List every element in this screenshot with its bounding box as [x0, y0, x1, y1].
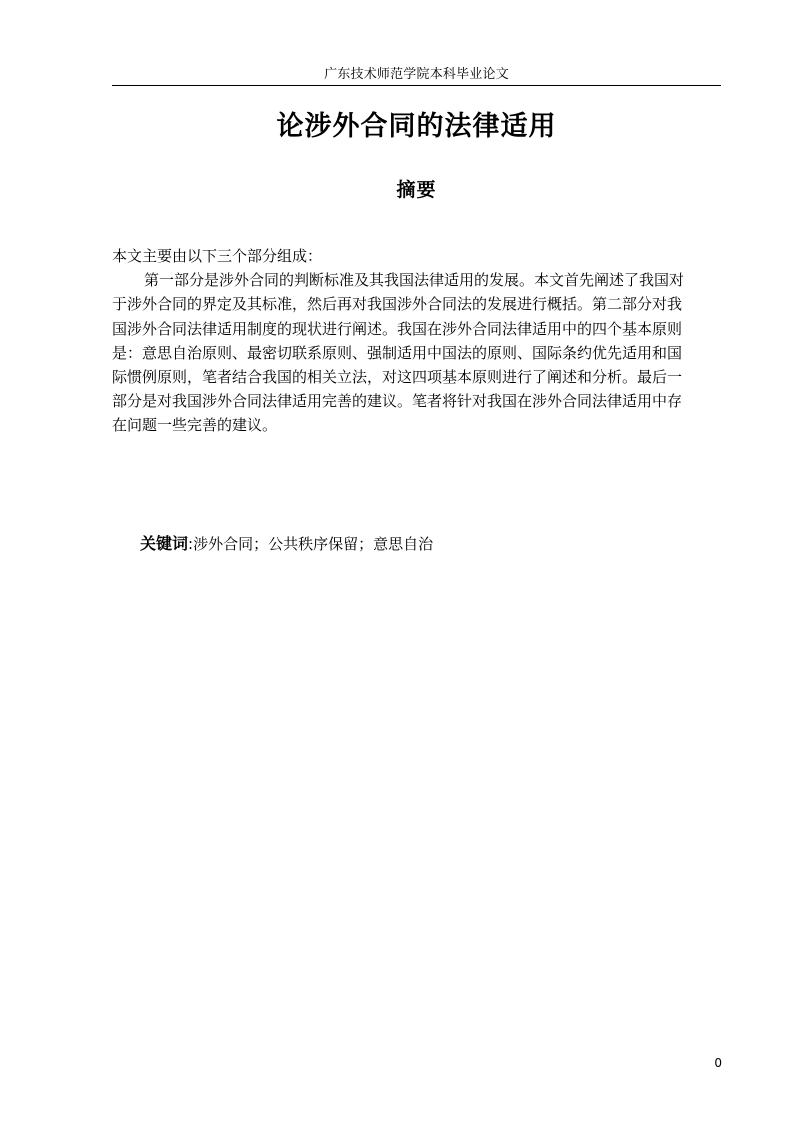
keywords-text: :涉外合同；公共秩序保留；意思自治: [188, 535, 434, 553]
abstract-heading: 摘要: [396, 179, 437, 201]
abstract-paragraph-line: 第一部分是涉外合同的判断标准及其我国法律适用的发展。本文首先阐述了我国对: [144, 271, 685, 290]
abstract-paragraph-line: 部分是对我国涉外合同法律适用完善的建议。笔者将针对我国在涉外合同法律适用中存: [112, 392, 683, 411]
abstract-paragraph-line: 在问题一些完善的建议。: [112, 416, 278, 435]
keywords-label: 关键词: [140, 534, 189, 553]
running-header: 广东技术师范学院本科毕业论文: [324, 67, 509, 82]
page-number: 0: [714, 1056, 722, 1070]
abstract-paragraph-line: 国涉外合同法律适用制度的现状进行阐述。我国在涉外合同法律适用中的四个基本原则: [112, 319, 683, 338]
abstract-body: [112, 244, 721, 438]
keywords-line: [140, 533, 433, 555]
abstract-paragraph-line: 是：意思自治原则、最密切联系原则、强制适用中国法的原则、国际条约优先适用和国: [112, 343, 683, 362]
document-title: 论涉外合同的法律适用: [276, 111, 557, 142]
abstract-intro-line: 本文主要由以下三个部分组成：: [112, 247, 323, 265]
abstract-paragraph-line: 际惯例原则，笔者结合我国的相关立法，对这四项基本原则进行了阐述和分析。最后一: [112, 367, 683, 386]
header-rule: [112, 85, 721, 86]
abstract-paragraph-line: 于涉外合同的界定及其标准，然后再对我国涉外合同法的发展进行概括。第二部分对我: [112, 295, 683, 314]
